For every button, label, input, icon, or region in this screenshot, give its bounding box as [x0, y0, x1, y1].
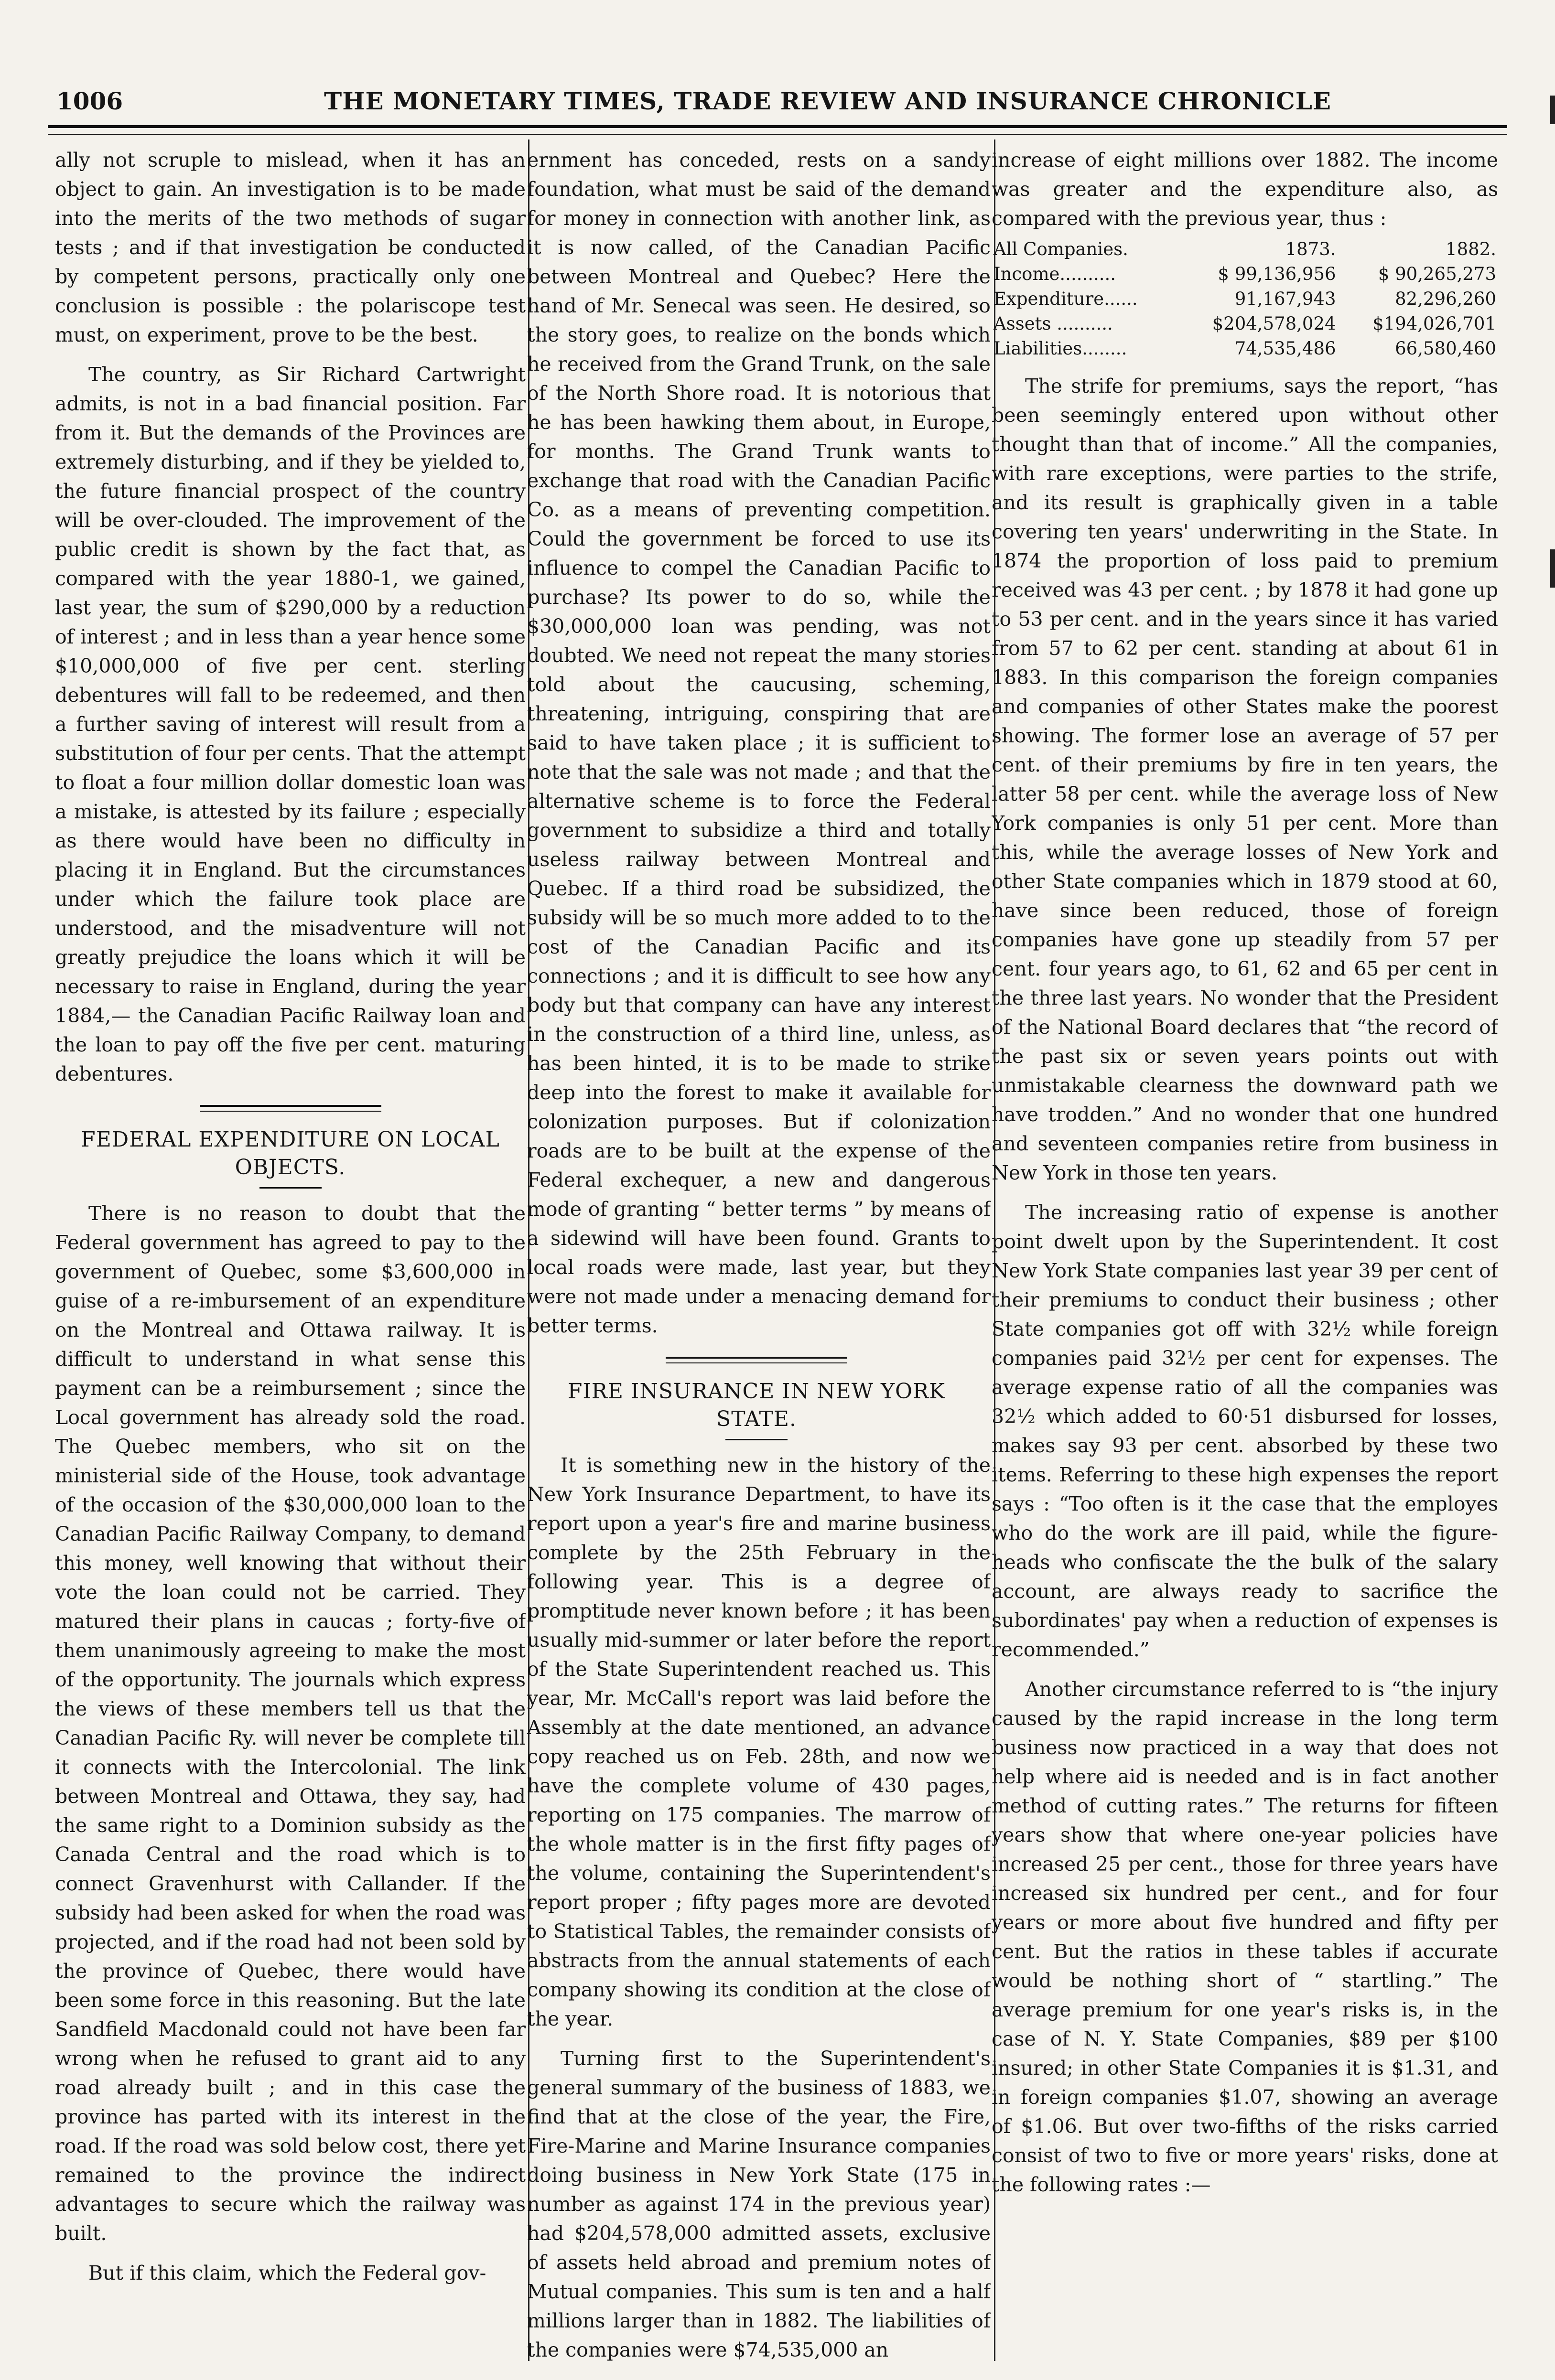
paragraph: Another circumstance referred to is “the injury caused by the rapid increase in the long term business now practiced in a way that does not help where aid is needed and is in fact another method of cutting rates.” The returns for fifteen years show that where one-year policies have increased 25 per cent., those for three years have increased six hundred per cent., and for four years or more about five hundred and fifty per cent. But the ratios in these tables if accurate would be nothing short of “ startling.” The average premium for one year's risks is, in the case of N. Y. State Companies, $89 per $100 insured; in other State Companies it is $1.31, and in foreign companies $1.07, showing an average of $1.06. But over two-fifths of the risks carried consist of two to five or more years' risks, done at the following rates :— [992, 1678, 1498, 2196]
table-row [992, 311, 1498, 336]
section-heading: FIRE INSURANCE IN NEW YORK STATE. [567, 1379, 946, 1431]
table-cell: Assets .......... [993, 313, 1113, 334]
table-row [992, 336, 1498, 361]
paragraph: It is something new in the history of the New York Insurance Department, to have its report upon a year's fire and marine business complete by the 25th February in the following year. This is a degree of promptitude never known before ; it has been usually mid-summer or later before the report of the State Superintendent reached us. This year, Mr. McCall's report was laid before the Assembly at the date mentioned, an advance copy reached us on Feb. 28th, and now we have the complete volume of 430 pages, reporting on 175 companies. The marrow of the whole matter is in the first fifty pages of the volume, containing the Superintendent's report proper ; fifty pages more are devoted to Statistical Tables, the remainder consists of abstracts from the annual statements of each company showing its condition at the close of the year. [527, 1454, 991, 2030]
table-cell: Liabilities........ [993, 338, 1127, 359]
column-1 [55, 146, 526, 2361]
column-2 [522, 146, 991, 2361]
table-cell: 91,167,943 [1234, 289, 1336, 309]
running-head: THE MONETARY TIMES, TRADE REVIEW AND INSURANCE CHRONICLE [324, 87, 1331, 115]
binding-edge-mark [1550, 549, 1555, 588]
table-header-cell: All Companies. [993, 239, 1128, 259]
table-row [992, 262, 1498, 287]
table-row [992, 287, 1498, 311]
section-heading: FEDERAL EXPENDITURE ON LOCAL OBJECTS. [81, 1127, 500, 1179]
table-cell: 66,580,460 [1395, 338, 1496, 359]
paragraph: The increasing ratio of expense is another point dwelt upon by the Superintendent. It cost New York State companies last year 39 per cent of their premiums to conduct their business ; other State companies got off with 32½ while foreign companies paid 32½ per cent for expenses. The average expense ratio of all the companies was 32½ which added to 60·51 disbursed for losses, makes say 93 per cent. absorbed by these two items. Referring to these high expenses the report says : “Too often is it the case that the employes who do the work are ill paid, while the figure-heads who confiscate the the bulk of the salary account, are always ready to sacrifice the subordinates' pay when a reduction of expenses is recommended.” [992, 1201, 1498, 1661]
table-header-cell: 1882. [1446, 239, 1496, 259]
heading-rule [259, 1187, 322, 1189]
table-header-row [992, 237, 1498, 262]
paragraph: The country, as Sir Richard Cartwright admits, is not in a bad financial position. Far from it. But the demands of the Provinces are extremely disturbing, and if they be yielded to, the future financial prospect of the country will be over-clouded. The improvement of the public credit is shown by the fact that, as compared with the year 1880-1, we gained, last year, the sum of $290,000 by a reduction of interest ; and in less than a year hence some $10,000,000 of five per cent. sterling debentures will fall to be redeemed, and then a further saving of interest will result from a substitution of four per cents. That the attempt to float a four million dollar domestic loan was a mistake, is attested by its failure ; especially as there would have been no difficulty in placing it in England. But the circumstances under which the failure took place are understood, and the misadventure will not greatly prejudice the loans which it will be necessary to raise in England, during the year 1884,— the Canadian Pacific Railway loan and the loan to pay off the five per cent. maturing debentures. [55, 363, 526, 1085]
paragraph: Turning first to the Superintendent's general summary of the business of 1883, we find that at the close of the year, the Fire, Fire-Marine and Marine Insurance companies doing business in New York State (175 in number as against 174 in the previous year) had $204,578,000 admitted assets, exclusive of assets held abroad and premium notes of Mutual companies. This sum is ten and a half millions larger than in 1882. The liabilities of the companies were $74,535,000 an [527, 2047, 991, 2361]
header-rule-thin [48, 134, 1507, 135]
table-cell: Income.......... [993, 264, 1116, 284]
heading-rule [725, 1439, 788, 1440]
table-cell: Expenditure...... [993, 289, 1138, 309]
page-number: 1006 [56, 87, 123, 115]
paragraph: But if this claim, which the Federal gov- [88, 2262, 486, 2284]
section-divider [200, 1105, 381, 1112]
paragraph: The strife for premiums, says the report, “has been seemingly entered upon without other thought than that of income.” All the companies, with rare exceptions, were parties to the strife, and its result is graphically given in a table covering ten years' underwriting in the State. In 1874 the proportion of loss paid to premium received was 43 per cent. ; by 1878 it had gone up to 53 per cent. and in the years since it has varied from 57 to 62 per cent. standing at about 61 in 1883. In this comparison the foreign companies and companies of other States make the poorest showing. The former lose an average of 57 per cent. of their premiums by fire in ten years, the latter 58 per cent. while the average loss of New York companies is only 51 per cent. More than this, while the average losses of New York and other State companies which in 1879 stood at 60, have since been reduced, those of foreign companies have gone up steadily from 57 per cent. four years ago, to 61, 62 and 65 per cent in the three last years. No wonder that the President of the National Board declares that “the record of the past six or seven years points out with unmistakable clearness the downward path we have trodden.” And no wonder that one hundred and seventeen companies retire from business in New York in those ten years. [992, 375, 1498, 1184]
paragraph: increase of eight millions over 1882. The income was greater and the expenditure also, as compared with the previous year, thus : [992, 149, 1498, 230]
paragraph: There is no reason to doubt that the Federal government has agreed to pay to the government of Quebec, some $3,600,000 in guise of a re-imbursement of an expenditure on the Montreal and Ottawa railway. It is difficult to understand in what sense this payment can be a reimbursement ; since the Local government has already sold the road. The Quebec members, who sit on the ministerial side of the House, took advantage of the occasion of the $30,000,000 loan to the Canadian Pacific Railway Company, to demand this money, well knowing that without their vote the loan could not be carried. They matured their plans in caucas ; forty-five of them unanimously agreeing to make the most of the opportunity. The journals which express the views of these members tell us that the Canadian Pacific Ry. will never be complete till it connects with the Intercolonial. The link between Montreal and Ottawa, they say, had the same right to a Dominion subsidy as the Canada Central and the road which is to connect Gravenhurst with Callander. If the subsidy had been asked for when the road was projected, and if the road had not been sold by the province of Quebec, there would have been some force in this reasoning. But the late Sandfield Macdonald could not have been far wrong when he refused to grant aid to any road already built ; and in this case the province has parted with its interest in the road. If the road was sold below cost, there yet remained to the province the indirect advantages to secure which the railway was built. [55, 1202, 526, 2245]
header-rule-thick [48, 125, 1507, 128]
financial-summary-table [992, 237, 1498, 361]
binding-edge-mark [1550, 96, 1555, 124]
table-cell: $ 90,265,273 [1378, 264, 1496, 284]
table-header-cell: 1873. [1285, 239, 1336, 259]
table-cell: 74,535,486 [1234, 338, 1336, 359]
column-3 [992, 146, 1498, 2361]
section-divider [666, 1357, 847, 1363]
table-cell: $ 99,136,956 [1218, 264, 1336, 284]
paragraph: ernment has conceded, rests on a sandy foundation, what must be said of the demand for money in connection with another link, as it is now called, of the Canadian Pacific between Montreal and Quebec? Here the hand of Mr. Senecal was seen. He desired, so the story goes, to realize on the bonds which he received from the Grand Trunk, on the sale of the North Shore road. It is notorious that he has been hawking them about, in Europe, for months. The Grand Trunk wants to exchange that road with the Canadian Pacific Co. as a means of preventing competition. Could the government be forced to use its influence to compel the Canadian Pacific to purchase? Its power to do so, while the $30,000,000 loan was pending, was not doubted. We need not repeat the many stories told about the caucusing, scheming, threatening, intriguing, conspiring that are said to have taken place ; it is sufficient to note that the sale was not made ; and that the alternative scheme is to force the Federal government to subsidize a third and totally useless railway between Montreal and Quebec. If a third road be subsidized, the subsidy will be so much more added to to the cost of the Canadian Pacific and its connections ; and it is difficult to see how any body but that company can have any interest in the construction of a third line, unless, as has been hinted, it is to be made to strike deep into the forest to make it available for colonization purposes. But if colonization roads are to be built at the expense of the Federal exchequer, a new and dangerous mode of granting “ better terms ” by means of a sidewind will have been found. Grants to local roads were made, last year, but they were not made under a menacing demand for better terms. [527, 149, 991, 1337]
table-cell: 82,296,260 [1395, 289, 1496, 309]
paragraph: ally not scruple to mislead, when it has an object to gain. An investigation is to be made into the merits of the two methods of sugar tests ; and if that investigation be conducted by competent persons, practically only one conclusion is possible : the polariscope test must, on experiment, prove to be the best. [55, 149, 526, 346]
table-cell: $204,578,024 [1212, 313, 1336, 334]
table-cell: $194,026,701 [1372, 313, 1496, 334]
